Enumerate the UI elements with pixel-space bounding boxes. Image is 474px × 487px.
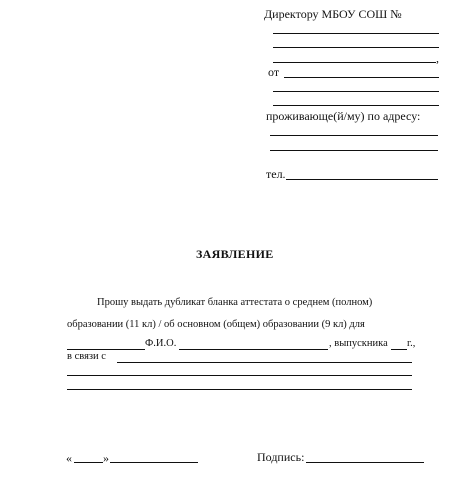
body-line-1: Прошу выдать дубликат бланка аттестата о среднем (полном) [97, 297, 373, 308]
reason-label: в связи с [67, 351, 106, 362]
reason-line-1[interactable] [117, 362, 412, 363]
signature-line[interactable] [306, 462, 424, 463]
date-day-line[interactable] [74, 462, 103, 463]
from-line-3[interactable] [273, 105, 439, 106]
from-line[interactable] [284, 77, 439, 78]
from-line-2[interactable] [273, 91, 439, 92]
graduation-year-line[interactable] [391, 349, 407, 350]
residence-label: проживающе(й/му) по адресу: [266, 109, 421, 123]
addressee-label: Директору МБОУ СОШ № [264, 7, 402, 21]
phone-line[interactable] [286, 179, 438, 180]
from-label: от [268, 65, 280, 79]
date-month-line[interactable] [110, 462, 198, 463]
addressee-line-1[interactable] [273, 33, 439, 34]
addressee-comma: , [436, 51, 439, 65]
date-open-quote: « [66, 451, 72, 465]
graduate-label: , выпускника [329, 338, 388, 349]
fio-line[interactable] [179, 349, 328, 350]
address-line-2[interactable] [270, 150, 438, 151]
body-line-2: образовании (11 кл) / об основном (общем) образовании (9 кл) для [67, 319, 365, 330]
address-line-1[interactable] [270, 135, 438, 136]
document-title: ЗАЯВЛЕНИЕ [196, 247, 274, 261]
fio-label: Ф.И.О. [145, 338, 177, 349]
phone-label: тел. [266, 167, 286, 181]
blank-before-fio[interactable] [67, 349, 145, 350]
reason-line-3[interactable] [67, 389, 412, 390]
year-suffix: г., [407, 338, 416, 349]
addressee-line-3[interactable] [273, 62, 436, 63]
signature-label: Подпись: [257, 450, 305, 464]
addressee-line-2[interactable] [273, 47, 439, 48]
reason-line-2[interactable] [67, 375, 412, 376]
date-close-quote: » [103, 451, 109, 465]
